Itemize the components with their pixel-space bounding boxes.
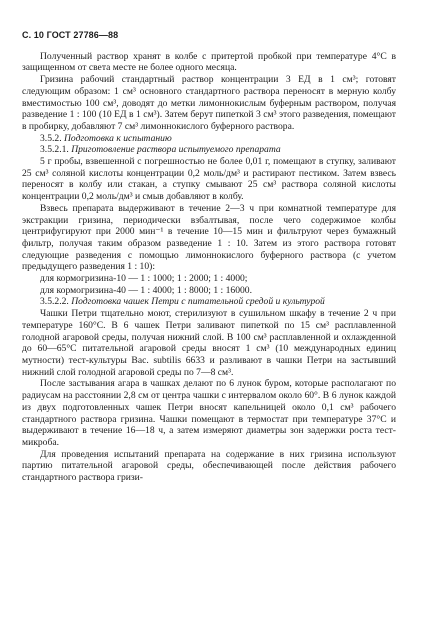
paragraph: для кормогризина-10 — 1 : 1000; 1 : 2000; 1 : 4000; — [40, 273, 248, 285]
section-heading — [22, 133, 396, 145]
paragraph: 5 г пробы, взвешенной с погрешностью не более 0,01 г, помещают в ступку, заливают 25 см³ соляной кислоты концентрации 0,2 моль/дм³ и растирают пестиком. Затем взвесь переносят в колбу или стакан, а ступку смывают 25 см³ раствора соляной кислоты концентрации 0,2 моль/дм³ и смыв добавляют в колбу. — [22, 156, 396, 203]
paragraph: Чашки Петри тщательно моют, стерилизуют в сушильном шкафу в течение 2 ч при температуре 160°С. В 6 чашек Петри заливают пипеткой по 15 см³ расплавленной голодной агаровой среды, получая нижний слой. В 100 см³ расплавленной и охлажденной до 60—65°С питательной агаровой среды вносят 1 см³ (10 международных единиц мутности) тест-культуры Bac. subtilis 6633 и разливают в чашки Петри на застывший нижний слой голодной агаровой среды по 7—8 см³. — [22, 308, 396, 378]
paragraph: После застывания агара в чашках делают по 6 лунок буром, которые располагают по радиусам на расстоянии 2,8 см от центра чашки с интервалом около 60°. В 6 лунок каждой из двух подготовленных чашек Петри вносят капельницей около 0,1 см³ рабочего стандартного раствора гризина. Чашки помещают в термостат при температуре 37°С и выдерживают в течение 16—18 ч, а затем измеряют диаметры зон задержки роста тест-микроба. — [22, 378, 396, 448]
paragraph: Полученный раствор хранят в колбе с притертой пробкой при температуре 4°С в защищенном от света месте не более одного месяца. — [22, 50, 396, 74]
paragraph: Взвесь препарата выдерживают в течение 2—3 ч при комнатной температуре для экстракции гризина, периодически взбалтывая, после чего содержимое колбы центрифугируют при 2000 мин⁻¹ в течение 10—15 мин и фильтруют через бумажный фильтр, получая таким образом разведение 1 : 10. Затем из этого раствора готовят следующие разведения с помощью лимоннокислого буферного раствора (с учетом предыдущего разведения 1 : 10): — [22, 202, 396, 273]
section-title: Подготовка к испытанию — [64, 132, 172, 144]
section-title: Приготовление раствора испытуемого препарата — [71, 144, 281, 156]
section-heading — [22, 296, 396, 308]
section-number: 3.5.2.2. — [40, 296, 69, 308]
section-number: 3.5.2.1. — [40, 144, 69, 156]
paragraph: Гризина рабочий стандартный раствор концентрации 3 ЕД в 1 см³; готовят следующим образом: 1 см³ основного стандартного раствора переносят в мерную колбу вместимостью 100 см³, доводят до метки лимоннокислым буферным раствором, получая разведение 1 : 100 (10 ЕД в 1 см³). Затем берут пипеткой 3 см³ этого разведения, помещают в пробирку, добавляют 7 см³ лимоннокислого буферного раствора. — [22, 74, 396, 132]
paragraph: для кормогризина-40 — 1 : 4000; 1 : 8000; 1 : 16000. — [40, 284, 252, 296]
section-number: 3.5.2. — [40, 132, 62, 144]
section-title: Подготовка чашек Петри с питательной средой и культурой — [71, 296, 325, 308]
page-header: С. 10 ГОСТ 27786—88 — [22, 30, 119, 40]
document-body — [22, 51, 396, 484]
paragraph: Для проведения испытаний препарата на содержание в них гризина используют партию питательной агаровой среды, обеспечивающей после действия рабочего стандартного раствора гризи- — [22, 448, 396, 484]
section-heading — [22, 144, 396, 156]
